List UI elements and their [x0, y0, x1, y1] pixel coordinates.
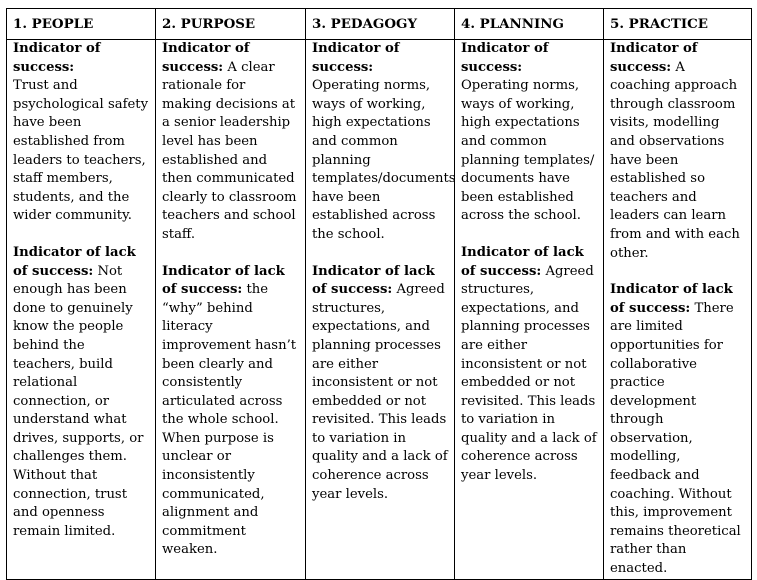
- lack-indicator: [461, 244, 597, 486]
- success-indicator: [312, 40, 456, 245]
- lack-indicator: [312, 263, 448, 505]
- success-indicator: [461, 40, 597, 226]
- success-text: A coaching approach through classroom visits, modelling and observations have been established so teachers and leaders can learn from and with each other.: [610, 59, 740, 261]
- success-label: Indicator of success:: [312, 41, 400, 75]
- lack-text: Agreed structures, expectations, and planning processes are either inconsistent or not embedded or not revisited. This leads to variation in quality and a lack of coherence across year levels.: [461, 263, 597, 484]
- success-text: Trust and psychological safety have been established from leaders to teachers, staff members, students, and the wider community.: [13, 78, 149, 224]
- pedagogy-cell: [306, 40, 455, 580]
- success-text: A clear rationale for making decisions at a senior leadership level has been established and then communicated clearly to classroom teachers and school staff.: [162, 59, 297, 242]
- success-label: Indicator of success:: [13, 41, 101, 75]
- lack-indicator: [610, 281, 745, 579]
- column-header-planning: 4. PLANNING: [455, 9, 604, 40]
- lack-text: Not enough has been done to genuinely know the people behind the teachers, build relational connection, or understand what drives, supports, or challenges them. Without that connection, trust and openness remain limited.: [13, 263, 144, 539]
- column-header-pedagogy: 3. PEDAGOGY: [306, 9, 455, 40]
- column-header-purpose: 2. PURPOSE: [156, 9, 306, 40]
- lack-text: the “why” behind literacy improvement hasn’t been clearly and consistently articulated across the whole school. When purpose is unclear or inconsistently communicated, alignment and commitment weaken.: [162, 282, 297, 558]
- success-indicator: [162, 40, 299, 245]
- lack-indicator: [162, 263, 299, 561]
- success-text: Operating norms, ways of working, high expectations and common planning templates/ documents have been established across the school.: [461, 78, 595, 224]
- column-header-practice: 5. PRACTICE: [604, 9, 752, 40]
- success-label: Indicator of success:: [162, 41, 250, 75]
- planning-cell: [455, 40, 604, 580]
- lack-label: Indicator of lack of success:: [162, 263, 285, 298]
- lack-indicator: [13, 244, 149, 542]
- indicators-table: [6, 8, 752, 580]
- content-row: [7, 40, 752, 580]
- purpose-cell: [156, 40, 306, 580]
- success-indicator: [610, 40, 745, 263]
- practice-cell: [604, 40, 752, 580]
- column-header-people: 1. PEOPLE: [7, 9, 156, 40]
- success-indicator: [13, 40, 149, 226]
- success-label: Indicator of success:: [610, 41, 698, 75]
- lack-label: Indicator of lack of success:: [13, 244, 136, 279]
- success-label: Indicator of success:: [461, 41, 549, 75]
- lack-text: Agreed structures, expectations, and planning processes are either inconsistent or not embedded or not revisited. This leads to variation in quality and a lack of coherence across year levels.: [312, 282, 448, 502]
- success-text: Operating norms, ways of working, high expectations and common planning templates/documents have been established across the school.: [312, 78, 456, 242]
- lack-label: Indicator of lack of success:: [312, 263, 435, 298]
- lack-text: There are limited opportunities for collaborative practice development through observation, modelling, feedback and coaching. Without this, improvement remains theoretical rather than enacted.: [610, 300, 741, 577]
- header-row: [7, 9, 752, 40]
- people-cell: [7, 40, 156, 580]
- lack-label: Indicator of lack of success:: [610, 282, 733, 316]
- lack-label: Indicator of lack of success:: [461, 244, 584, 279]
